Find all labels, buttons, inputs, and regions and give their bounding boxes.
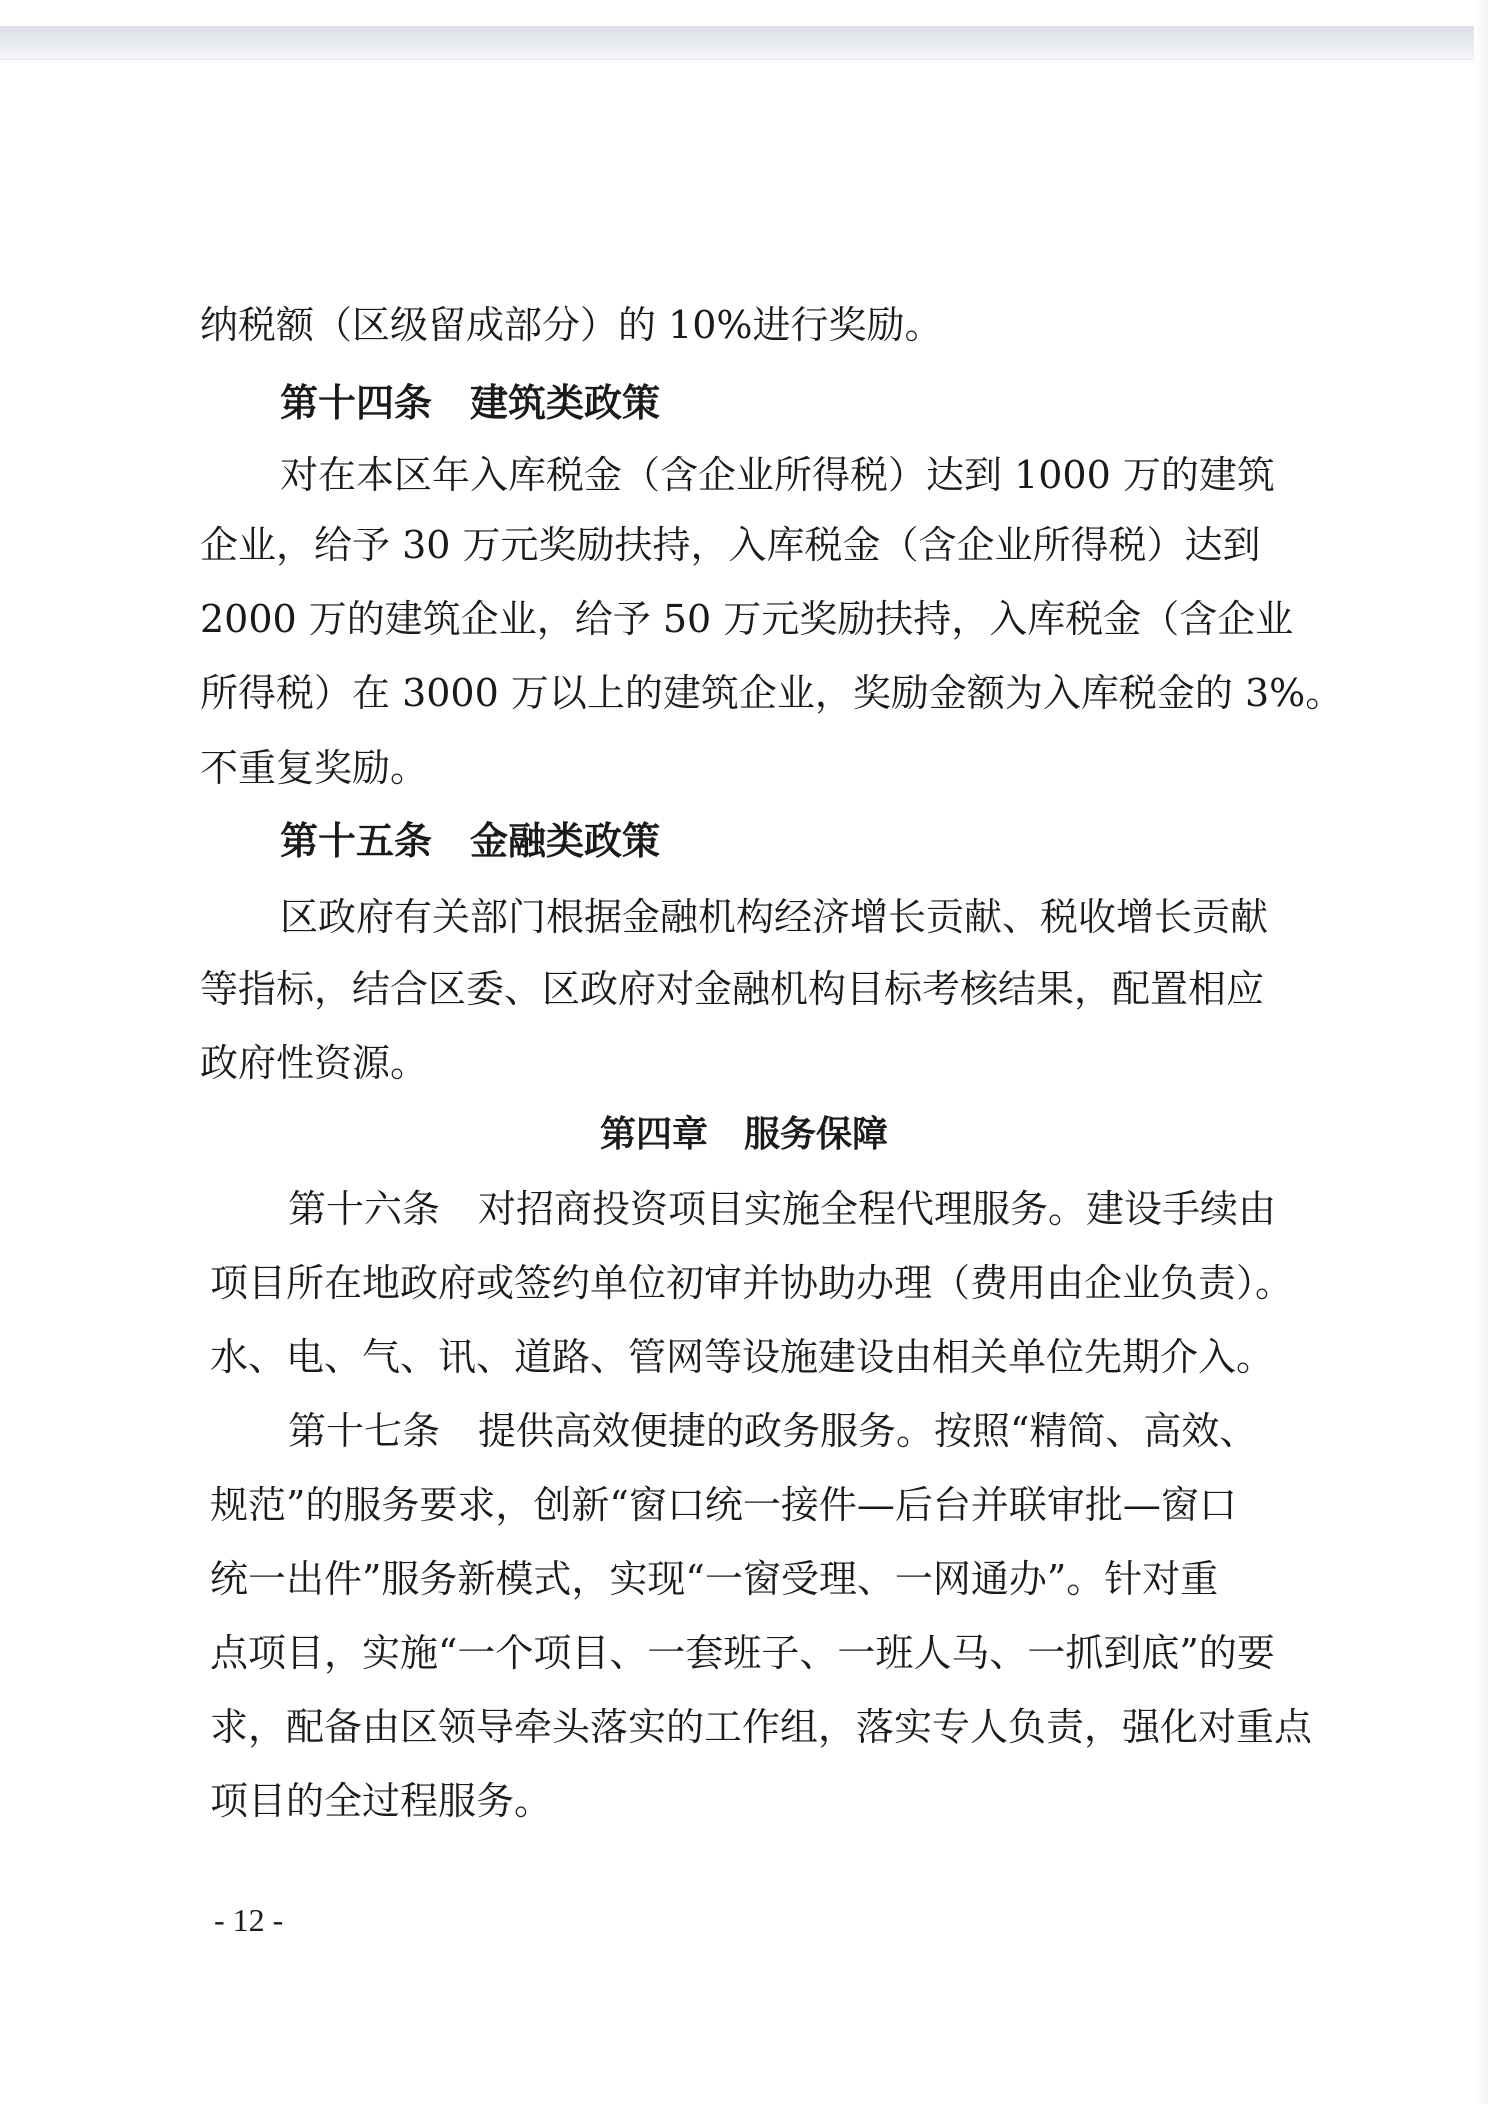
article-14-line-5: 不重复奖励。 bbox=[200, 746, 429, 790]
article-16-line-1: 第十六条 对招商投资项目实施全程代理服务。建设手续由 bbox=[288, 1187, 1277, 1231]
article-14-line-3: 2000 万的建筑企业，给予 50 万元奖励扶持，入库税金（含企业 bbox=[200, 597, 1294, 641]
article-14-line-2: 企业，给予 30 万元奖励扶持，入库税金（含企业所得税）达到 bbox=[200, 523, 1261, 567]
article-14-line-1: 对在本区年入库税金（含企业所得税）达到 1000 万的建筑 bbox=[280, 453, 1275, 497]
article-17-line-6: 项目的全过程服务。 bbox=[210, 1779, 553, 1823]
scan-right-edge bbox=[1474, 0, 1488, 2104]
article-17-line-2: 规范”的服务要求，创新“窗口统一接件—后台并联审批—窗口 bbox=[210, 1483, 1237, 1527]
article-16-line-2: 项目所在地政府或签约单位初审并协助办理（费用由企业负责）。 bbox=[210, 1261, 1294, 1305]
article-17-line-5: 求，配备由区领导牵头落实的工作组，落实专人负责，强化对重点 bbox=[210, 1705, 1313, 1749]
article-17-line-1: 第十七条 提供高效便捷的政务服务。按照“精简、高效、 bbox=[288, 1409, 1258, 1453]
article-14-heading: 第十四条 建筑类政策 bbox=[280, 380, 661, 425]
article-14-line-4: 所得税）在 3000 万以上的建筑企业，奖励金额为入库税金的 3%。 bbox=[200, 671, 1344, 715]
chapter-4-title: 第四章 服务保障 bbox=[600, 1114, 889, 1155]
article-17-line-3: 统一出件”服务新模式，实现“一窗受理、一网通办”。针对重 bbox=[210, 1557, 1219, 1601]
article-15-heading: 第十五条 金融类政策 bbox=[280, 818, 661, 863]
article-16-line-3: 水、电、气、讯、道路、管网等设施建设由相关单位先期介入。 bbox=[210, 1335, 1275, 1379]
paragraph-line-tax-reward: 纳税额（区级留成部分）的 10%进行奖励。 bbox=[200, 303, 943, 347]
scan-top-edge bbox=[0, 58, 1488, 60]
article-17-line-4: 点项目，实施“一个项目、一套班子、一班人马、一抓到底”的要 bbox=[210, 1631, 1275, 1675]
article-15-line-3: 政府性资源。 bbox=[200, 1041, 429, 1085]
page-number: - 12 - bbox=[214, 1902, 284, 1938]
scan-top-shadow bbox=[0, 26, 1488, 66]
article-15-line-1: 区政府有关部门根据金融机构经济增长贡献、税收增长贡献 bbox=[280, 895, 1269, 939]
article-15-line-2: 等指标，结合区委、区政府对金融机构目标考核结果，配置相应 bbox=[200, 967, 1265, 1011]
